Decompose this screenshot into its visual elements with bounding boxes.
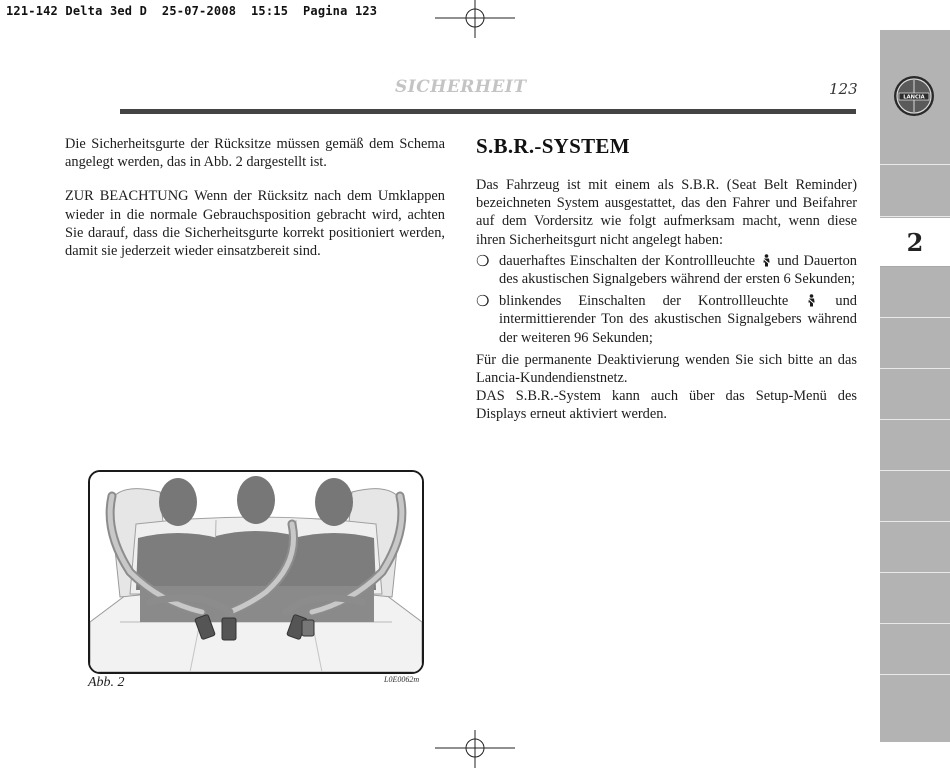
crop-mark-bottom <box>435 728 515 768</box>
page-number: 123 <box>829 80 858 98</box>
seatbelt-warning-icon <box>807 294 816 307</box>
list-item: ❍ blinkendes Einschalten der Kontrollleuchte und intermittierender Ton des akustischen Signalgebers während der weiteren 96 Sekunden; <box>476 292 857 346</box>
sbr-bullet-list <box>476 252 857 347</box>
svg-text:LANCIA: LANCIA <box>903 94 925 101</box>
chapter-sidebar <box>880 30 950 742</box>
crop-mark-top <box>435 0 515 40</box>
print-header: 121-142 Delta 3ed D 25-07-2008 15:15 Pagina 123 <box>6 4 378 18</box>
sbr-heading: S.B.R.-SYSTEM <box>476 134 630 158</box>
figure-caption: Abb. 2 <box>88 675 125 690</box>
sbr-intro: Das Fahrzeug ist mit einem als S.B.R. (Seat Belt Reminder) bezeichneten System ausgestattet, das den Fahrer und Beifahrer auf dem Vordersitz wie folgt aufmerksam macht, wenn diese ihren Sicherheitsgurt nicht angelegt haben: <box>476 177 857 248</box>
figure-code: L0E0062m <box>384 675 420 684</box>
lancia-logo <box>893 75 935 117</box>
bullet-circle-icon: ❍ <box>476 251 490 270</box>
section-title: SICHERHEIT <box>395 77 527 97</box>
bullet-circle-icon: ❍ <box>476 292 490 311</box>
chapter-tab: 2 <box>880 218 950 267</box>
seatbelt-warning-icon <box>762 254 771 267</box>
sbr-deactivation-text: Für die permanente Deaktivierung wenden Sie sich bitte an das Lancia-Kundendienstnetz. <box>476 351 857 387</box>
paragraph-note: ZUR BEACHTUNG Wenn der Rücksitz nach dem Umklappen wieder in die normale Gebrauchsposition gebracht wird, achten Sie darauf, dass die Sicherheitsgurte korrekt positioniert werden, damit sie jederzeit wieder einsatzbereit sind. <box>65 188 445 260</box>
sbr-setup-menu-text: DAS S.B.R.-System kann auch über das Setup-Menü des Displays erneut aktiviert werden. <box>476 388 857 423</box>
left-column <box>65 135 445 260</box>
paragraph-rear-belts: Die Sicherheitsgurte der Rücksitze müssen gemäß dem Schema angelegt werden, das in Abb. 2 dargestellt ist. <box>65 136 445 171</box>
rear-seat-illustration <box>90 472 422 672</box>
right-column <box>476 134 857 424</box>
header-rule <box>120 109 856 114</box>
rear-seatbelt-figure <box>88 470 424 674</box>
list-item: ❍ dauerhaftes Einschalten der Kontrollleuchte und Dauerton des akustischen Signalgebers während der ersten 6 Sekunden; <box>476 251 857 288</box>
